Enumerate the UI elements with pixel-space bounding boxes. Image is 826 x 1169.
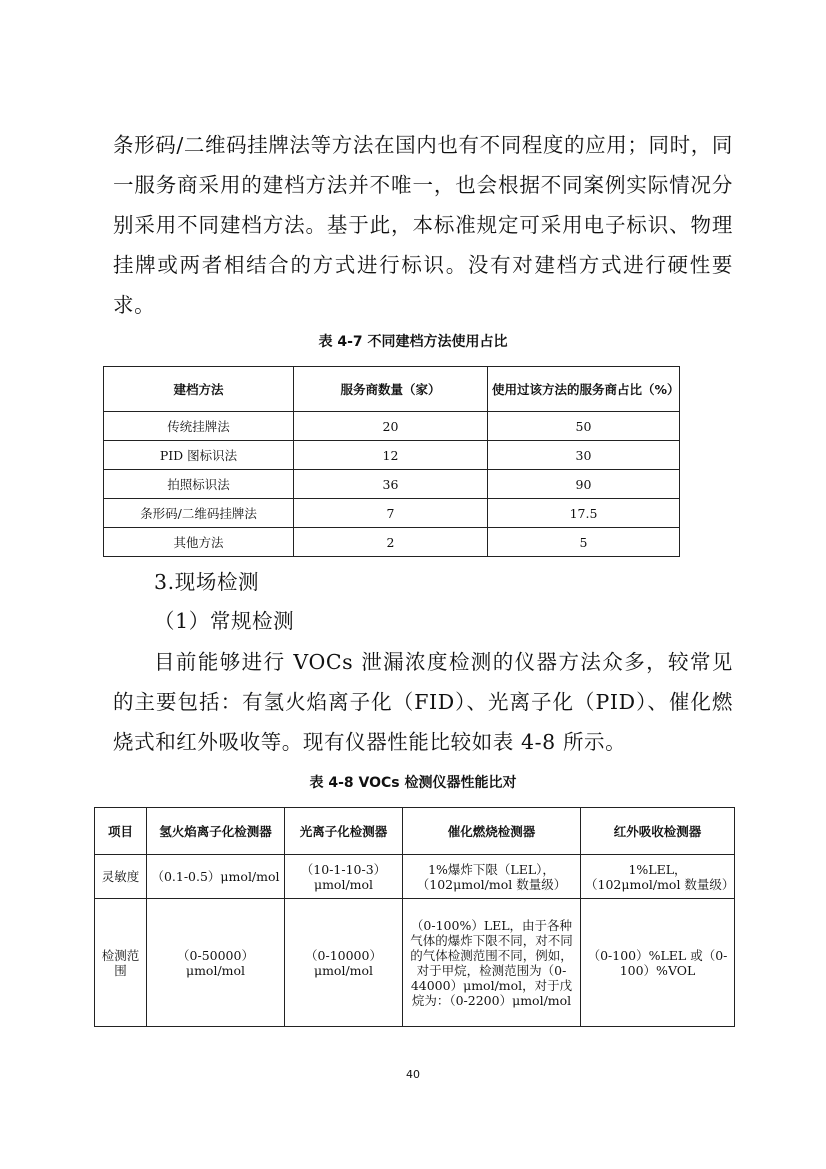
table-row [95,899,735,1027]
cell-ratio: 50 [488,412,680,441]
table-header-row [95,808,735,855]
table-header-row [104,367,680,412]
cell-count: 7 [294,499,488,528]
cell-catalytic: （0-100%）LEL，由于各种气体的爆炸下限不同，对不同的气体检测范围不同，例如，对于甲烷，检测范围为（0-44000）μmol/mol，对于戊烷为：（0-2200）μmol/mol [403,899,581,1027]
cell-fid: （0.1-0.5）μmol/mol [147,855,285,899]
cell-fid: （0-50000）μmol/mol [147,899,285,1027]
section-subtitle: （1）常规检测 [154,609,295,633]
cell-ratio: 90 [488,470,680,499]
header-fid: 氢火焰离子化检测器 [147,808,285,855]
table-4-8 [94,807,735,1027]
table-4-8-caption: 表 4-8 VOCs 检测仪器性能比对 [309,775,517,791]
table-row [104,441,680,470]
page-number: 40 [406,1068,420,1081]
cell-method: 条形码/二维码挂牌法 [104,499,294,528]
cell-count: 12 [294,441,488,470]
header-pid: 光离子化检测器 [285,808,403,855]
table-row [95,855,735,899]
header-infrared: 红外吸收检测器 [581,808,735,855]
cell-catalytic: 1%爆炸下限（LEL），（102μmol/mol 数量级） [403,855,581,899]
cell-count: 2 [294,528,488,557]
cell-infrared: 1%LEL，（102μmol/mol 数量级） [581,855,735,899]
header-item: 项目 [95,808,147,855]
cell-pid: （0-10000）μmol/mol [285,899,403,1027]
table-4-7 [103,366,680,557]
cell-infrared: （0-100）%LEL 或（0-100）%VOL [581,899,735,1027]
cell-item: 检测范围 [95,899,147,1027]
cell-ratio: 17.5 [488,499,680,528]
header-method: 建档方法 [104,367,294,412]
intro-paragraph: 条形码/二维码挂牌法等方法在国内也有不同程度的应用；同时，同一服务商采用的建档方法并不唯一，也会根据不同案例实际情况分别采用不同建档方法。基于此，本标准规定可采用电子标识、物理挂牌或两者相结合的方式进行标识。没有对建档方式进行硬性要求。 [113,133,733,317]
table-row [104,499,680,528]
cell-pid: （10-1-10-3）μmol/mol [285,855,403,899]
header-count: 服务商数量（家） [294,367,488,412]
cell-method: 拍照标识法 [104,470,294,499]
table-row [104,528,680,557]
cell-method: PID 图标识法 [104,441,294,470]
table-row [104,470,680,499]
cell-count: 20 [294,412,488,441]
cell-method: 其他方法 [104,528,294,557]
cell-ratio: 30 [488,441,680,470]
cell-ratio: 5 [488,528,680,557]
cell-method: 传统挂牌法 [104,412,294,441]
cell-item: 灵敏度 [95,855,147,899]
header-ratio: 使用过该方法的服务商占比（%） [488,367,680,412]
table-4-7-caption: 表 4-7 不同建档方法使用占比 [318,334,508,350]
cell-count: 36 [294,470,488,499]
table-row [104,412,680,441]
header-catalytic: 催化燃烧检测器 [403,808,581,855]
section-title: 3.现场检测 [154,570,260,594]
instruments-paragraph: 目前能够进行 VOCs 泄漏浓度检测的仪器方法众多，较常见的主要包括：有氢火焰离子化（FID）、光离子化（PID）、催化燃烧式和红外吸收等。现有仪器性能比较如表 4-8 所示。 [113,650,733,754]
